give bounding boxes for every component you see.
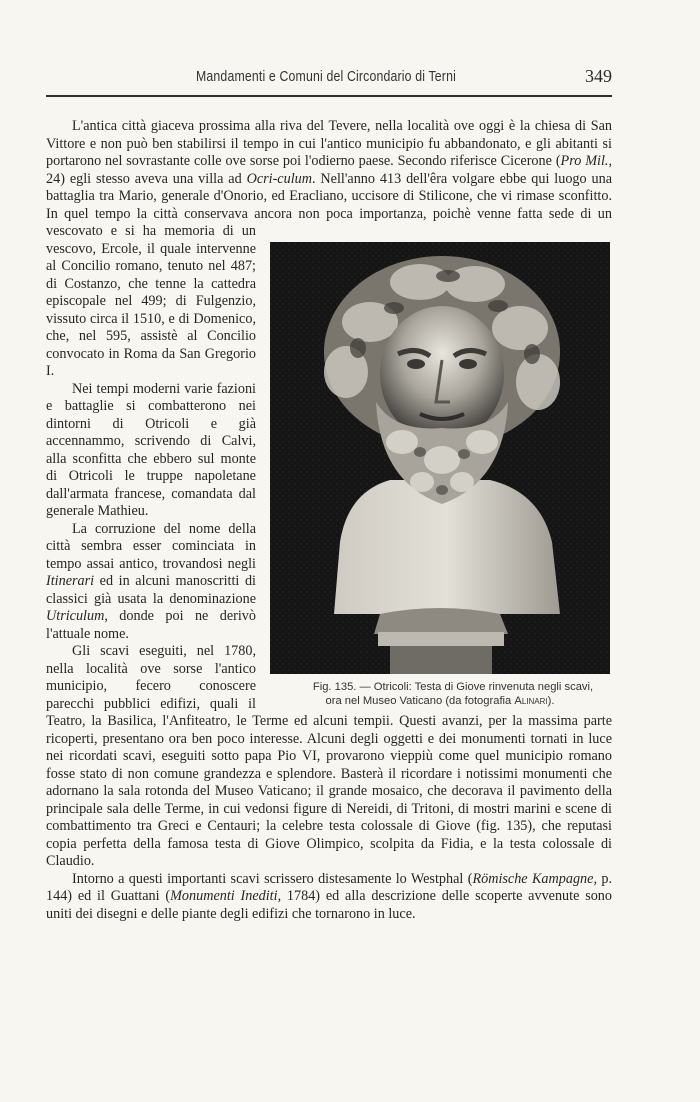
- paragraph-text: Intorno a questi importanti scavi scrissero distesamente lo Westphal (: [72, 870, 473, 887]
- work-title-italic: Itinerari: [46, 573, 95, 589]
- place-name-italic: Ocri-culum: [246, 170, 312, 187]
- figure-caption: [268, 680, 612, 708]
- paragraph-text: , 1784) ed alla descrizione delle scoperte avvenute sono uniti dei disegni e delle piante degli edifizi che tornarono in luce.: [46, 888, 612, 922]
- paragraph-text: , donde poi ne derivò l'attuale nome.: [46, 608, 256, 642]
- running-header: [46, 64, 612, 90]
- bust-of-jupiter-image: [270, 242, 610, 674]
- header-rule: [46, 95, 612, 97]
- figure-135: [268, 240, 612, 706]
- paragraph-text: , p. 144) ed il Guattani (: [46, 870, 613, 904]
- paragraph-text: Gli scavi eseguiti, nel 1780, nella località ove sorse l'antico municipio, fecero conoscere parecchi pubblici edifizi, quali il Teatro, la Basilica, l'Anfiteatro, le Terme ed alcuni tempii. Questi avanzi, per la massima parte ricoperti, presentano ora ben poco interesse. Alcuni degli oggetti e dei monumenti tornati in luce nei ricordati scavi, eseguiti sotto papa Pio VI, provarono vieppiù come quel municipio romano fosse stato di non comune grandezza e splendore. Basterà il ricordare i notissimi monumenti che adornano la sala rotonda del Museo Vaticano; il grande mosaico, che decorava il pavimento della principale sala delle Terme, in cui vedonsi figure di Nereidi, di Tritoni, di mostri marini e scene di combattimento tra Greci e Centauri; la celebre testa colossale di Giove (fig. 135), che reputasi copia perfetta della famosa testa di Giove Olimpico, scolpita da Fidia, e la testa colossale di Claudio.: [46, 643, 612, 869]
- bust-of-jupiter-photograph: [270, 242, 610, 674]
- latin-name-italic: Utriculum: [46, 608, 105, 624]
- caption-line-1: Fig. 135. — Otricoli: Testa di Giove rinvenuta negli scavi,: [312, 681, 594, 693]
- caption-line-2: ora nel Museo Vaticano (da fotografia: [325, 695, 515, 707]
- work-title-italic: Monumenti Inediti: [170, 888, 278, 904]
- paragraph-text: ed in alcuni manoscritti di classici già usata la denominazione: [46, 573, 256, 607]
- caption-credit: Alinari: [514, 695, 548, 707]
- citation-italic: Pro Mil.: [560, 153, 609, 169]
- paragraph-text: , 24) egli stesso aveva una villa ad: [46, 153, 612, 187]
- paragraph-text: . Nell'anno 413 dell'êra volgare ebbe qui luogo una battaglia tra Mario, generale d'Onorio, ed Eracliano, uccisore di Stilicone, che vi rimase sconfitto. In quel tempo la città conservava ancora non poca importanza, poichè venne fatta sede di un vescovato e si ha memoria di un vescovo, Ercole, il quale intervenne al Concilio romano, tenuto nel 487; di Costanzo, che tenne la cattedra episcopale nel 499; di Fulgenzio, vissuto circa il 1510, e di Domenico, che, nel 595, assistè al Concilio convocato in Roma da San Gregorio I.: [46, 170, 612, 379]
- paragraph-text: L'antica città giaceva prossima alla riva del Tevere, nella località ove oggi è la chiesa di San Vittore e non può ben stabilirsi il tempo in cui l'antico municipio fu abbandonato, e gli abitanti si portarono nel sovrastante colle ove sorse poi l'odierno paese. Secondo riferisce Cicerone (: [46, 118, 612, 169]
- paragraph-text: La corruzione del nome della città sembra esser cominciata in tempo assai antico, trovandosi negli: [46, 520, 256, 572]
- caption-end: ).: [547, 695, 555, 707]
- paragraph-text: Nei tempi moderni varie fazioni e battaglie si combatterono nei dintorni di Otricoli e già accennammo, scrivendo di Calvi, alla sconfitta che ebbero sul monte di Otricoli le truppe napoletane dall'armata francese, comandata dal generale Mathieu.: [46, 380, 256, 519]
- running-title: Mandamenti e Comuni del Circondario di Terni: [196, 68, 456, 85]
- work-title-italic: Römische Kampagne: [472, 870, 594, 887]
- page-number: 349: [585, 66, 612, 86]
- text-flow: [46, 118, 612, 923]
- paragraph-5: [46, 871, 612, 924]
